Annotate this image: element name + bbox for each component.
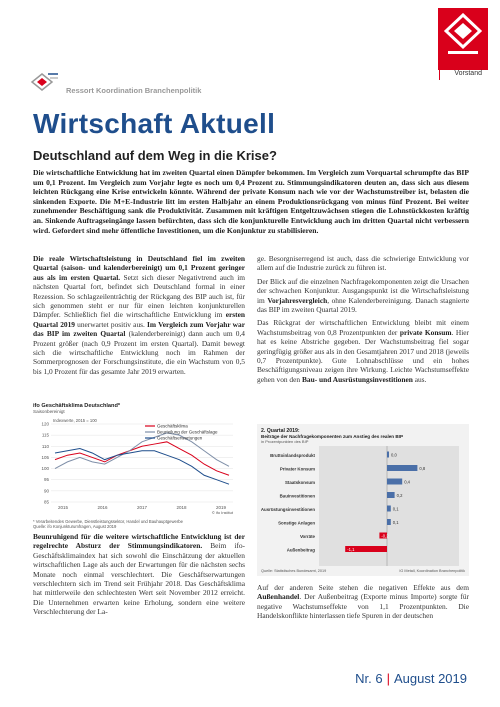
text: (kalenderbereinigt) dann auch um 0,4 Prozent größer (nach 0,9 Prozent im ersten Quartal). Damit bewegt sich die wirtschaftliche Entwicklung noch im Rahmen der Sommerprognosen der Forschungsinstitute, die ein Wachstum von 0,5 bis 1,0 Prozent für das gesamte Jahr 2019 erwarten. [33, 329, 246, 376]
separator: | [386, 671, 390, 686]
ifo-chart-svg [33, 414, 245, 514]
y-tick-label: 85 [43, 499, 49, 505]
x-tick-label: 2019 [215, 505, 227, 510]
header [0, 0, 500, 95]
text: Das Rückgrat der wirtschaftlichen Entwicklung bleibt mit einem Wachstumsbeitrag von 0,8 Prozentpunkten der [257, 318, 469, 337]
x-tick-label: 2018 [176, 505, 187, 510]
text: , ohne Kalenderbereinigung. Danach stagnierte das BIP im zweiten Quartal 2019. [257, 295, 469, 315]
ifo-chart [33, 403, 245, 529]
chart-unit: in Prozentpunkten des BIP [261, 439, 309, 444]
lead-paragraph: Die wirtschaftliche Entwicklung hat im zweiten Quartal einen Dämpfer bekommen. Im Vergleich zum Vorquartal schrumpfte das BIP um 0,1 Prozent. Im Vergleich zum Vorjahr legte es noch um 0,4 Prozent zu. Stimmungsindikatoren deuten an, dass sich aus diesem leichten Rückgang eine Krise entwickeln könnte. Während der private Konsum nach wie vor der Wachstumstreiber ist, belasten die sinkenden Exporte. Die M+E-Industrie litt im ersten Halbjahr an einem Produktionsrückgang von minus fünf Prozent. Bei weiter zunehmender Beschäftigung sank die Produktivität. Zusammen mit kräftigen Entgeltzuwächsen stiegen die Lohnstückkosten kräftig an. Sinkende Auftragseingänge lassen befürchten, dass sich die konjunkturelle Entwicklung auch im dritten Quartal nicht verbessern wird. Gefordert sind mehr öffentliche Investitionen, um die Konjunktur zu stabilisieren. [33, 168, 469, 235]
series-line [55, 442, 229, 475]
chart-title: ifo Geschäftsklima Deutschland* [33, 403, 121, 409]
ressort-label: Ressort Koordination Branchenpolitik [66, 86, 202, 95]
igmetall-logo[interactable] [438, 8, 488, 70]
value-label: -0,2 [381, 533, 389, 539]
chart-source: Quelle: Statistisches Bundesamt, 2019 [261, 569, 327, 573]
y-tick-label: 90 [43, 488, 49, 494]
divider [439, 66, 440, 80]
legend-label: Beurteilung der Geschäftslage [157, 429, 218, 435]
bold-text: Vorjahresvergleich [267, 295, 328, 305]
text: . Hier hat es keine Abstriche gegeben. Der Wachstumsbeitrag fiel sogar geringfügig größer aus als in den Gesamtjahren 2017 und 2018 (jeweils 0,7 Prozentpunkte). Gute Lohnabschlüsse und ein hohes Beschäftigungsniveau zeigen ihre Wirkung. Leichte Wachstumseffekte gehen von den [257, 327, 470, 384]
value-label: -1,1 [347, 547, 355, 552]
category-label: Sonstige Anlagen [278, 520, 315, 526]
chart-footnote: * Verarbeitendes Gewerbe, Dienstleistungssektor, Handel und Bauhauptgewerbe [33, 519, 183, 524]
bold-text: Bau- und Ausrüstungsinvestitionen [301, 374, 413, 384]
text: aus. [412, 374, 427, 384]
bip-chart-svg [257, 424, 469, 576]
category-label: Staatskonsum [284, 480, 315, 485]
text: . Der Außenbeitrag (Exporte minus Importe) sorgte für negative Wachstumseffekte von 1,1 Prozentpunkten. Die Handelskonflikte hinterlassen tiefe Spuren in der deutschen [257, 592, 469, 621]
chart-credit: © ifo Institut [211, 510, 233, 514]
right-paragraph-2 [257, 318, 469, 384]
chart-credit: IG Metall, Koordination Branchenpolitik [399, 569, 465, 573]
legend-label: Geschäftserwartungen [157, 435, 203, 441]
bold-text: Im Vergleich zum Vorjahr war das BIP im zweiten Quartal [33, 319, 245, 339]
bold-text: private Konsum [399, 327, 452, 337]
text: unerwartet positiv aus. [74, 319, 148, 329]
y-tick-label: 110 [41, 443, 49, 449]
bold-text: Außenhandel [257, 592, 300, 602]
y-tick-label: 100 [41, 466, 49, 472]
category-label: Bruttoinlandsprodukt [270, 453, 315, 458]
y-tick-label: 95 [43, 477, 49, 483]
logo-mark-icon [444, 13, 482, 61]
left-column-2 [33, 532, 245, 621]
bar [387, 492, 395, 498]
value-label: 0,1 [392, 506, 399, 512]
category-label: Außenbeitrag [286, 547, 315, 553]
bar [387, 506, 391, 512]
y-tick-label: 105 [41, 454, 49, 460]
issue-number: Nr. 6 [355, 671, 383, 686]
right-paragraph-0: ge. Besorgniserregend ist auch, dass die schwierige Entwicklung vor allem auf die Industrie zurück zu führen ist. [257, 254, 469, 273]
page-title: Wirtschaft Aktuell [33, 108, 276, 139]
value-label: 0,1 [392, 520, 399, 525]
value-label: 0,2 [396, 493, 403, 498]
page-subtitle: Deutschland auf dem Weg in die Krise? [33, 148, 277, 163]
bip-chart [257, 424, 469, 576]
text: Beim ifo-Geschäftsklimaindex hat sich sowohl die Einschätzung der aktuellen wirtschaftlichen Lage als auch der Erwartungen für die nächsten sechs Monate noch einmal verschlechtert. Die Geschäftserwartungen verschlechtern sich im Trend seit Frühjahr 2018. Das Geschäftsklima hat mittlerweile den schlechtesten Wert seit November 2012 erreicht. Die Unternehmen erwarten keine Erholung, sondern eine weitere Verschlechterung der La- [33, 541, 245, 617]
vorstand-label: Vorstand [454, 70, 482, 77]
bar [387, 479, 402, 485]
value-label: 0,0 [391, 452, 397, 458]
right-paragraph-1 [257, 277, 469, 315]
bold-text: Beunruhigend für die weitere wirtschaftliche Entwicklung ist der regelrechte Absturz der Stimmungsindikatoren. [33, 532, 245, 551]
bar [387, 465, 417, 471]
bar [387, 452, 389, 458]
chart-subtitle: Beiträge der Nachfragekomponenten zum Anstieg des realen BIP [261, 434, 404, 439]
text: Setzt sich dieser Negativtrend auch im nächsten Quartal fort, befindet sich Deutschland formal in einer Rezession. So schlagzeilenträchtig der Rückgang des BIP auch ist, für sich genommen steht er nur für einen leichten konjunkturellen Dämpfer. Schließlich fiel die wirtschaftliche Entwicklung im [33, 272, 245, 320]
bold-text: ersten Quartal 2019 [33, 310, 245, 329]
bold-text: Die reale Wirtschaftsleistung in Deutschland fiel im zweiten Quartal (saison- und kalenderbereinigt) um 0,1 Prozent geringer aus als im ersten Quartal. [33, 254, 245, 282]
x-tick-label: 2016 [97, 505, 108, 510]
y-tick-label: 115 [41, 432, 49, 438]
ressort-icon [30, 72, 60, 92]
text: Der Blick auf die einzelnen Nachfragekomponenten zeigt die Ursachen der schwachen Konjunktur. Ausgangspunkt ist die Wirtschaftsleistung im [257, 276, 469, 305]
issue-date: August 2019 [393, 671, 467, 686]
right-column-2 [257, 583, 469, 625]
right-column [257, 254, 469, 388]
left-paragraph-2 [33, 532, 245, 617]
value-label: 0,4 [404, 479, 411, 485]
category-label: Vorräte [299, 534, 315, 539]
y-tick-label: 120 [41, 421, 49, 427]
x-tick-label: 2017 [136, 505, 148, 510]
text: Auf der anderen Seite stehen die negativen Effekte aus dem [257, 583, 469, 592]
left-column [33, 254, 245, 380]
category-label: Ausrüstungsinvestitionen [260, 507, 315, 512]
category-label: Bauinvestitionen [279, 493, 315, 499]
left-paragraph-1 [33, 254, 245, 376]
bar [387, 519, 391, 525]
category-label: Privater Konsum [279, 466, 315, 472]
index-note: Indexwerte, 2015 = 100 [53, 418, 97, 423]
value-label: 0,8 [419, 466, 426, 471]
chart-title: 2. Quartal 2019: [261, 428, 300, 434]
chart-source: Quelle: ifo Konjunkturumfragen, August 2019 [33, 524, 117, 529]
x-tick-label: 2015 [57, 505, 69, 510]
legend-label: Geschäftsklima [157, 423, 188, 429]
right-paragraph-3 [257, 583, 469, 621]
issue-footer [355, 671, 467, 686]
chart-subtitle: Saisonbereinigt [33, 409, 65, 414]
